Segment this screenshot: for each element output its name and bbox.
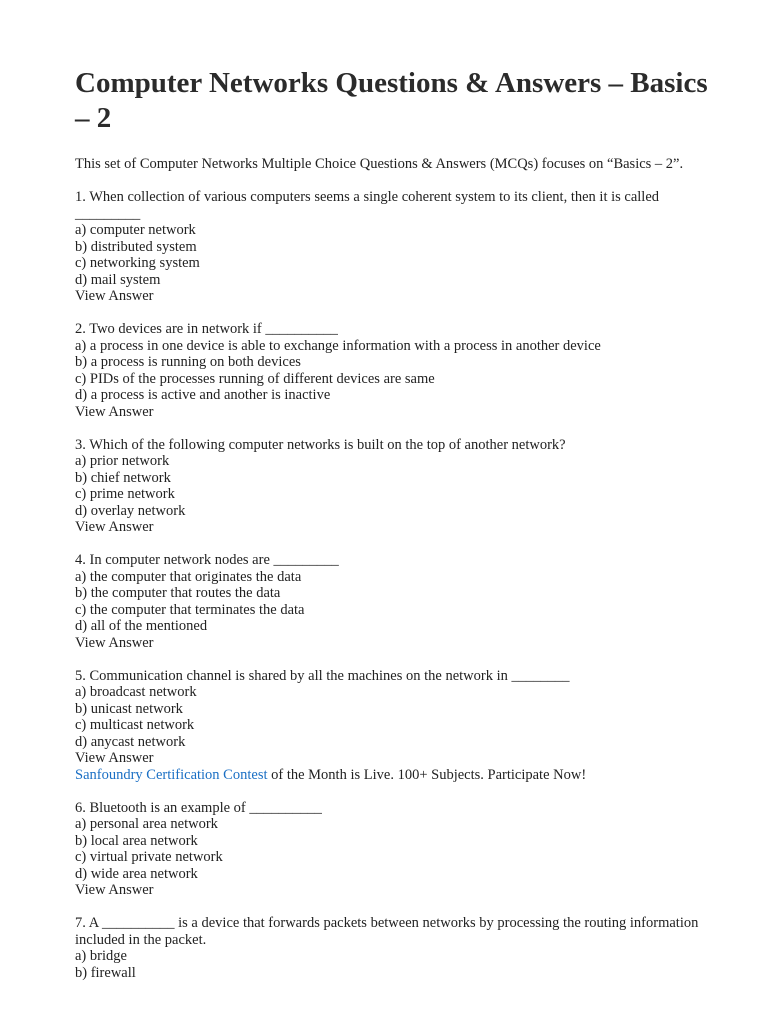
question-2 bbox=[75, 321, 708, 420]
question-5 bbox=[75, 668, 708, 784]
option-c: c) networking system bbox=[75, 255, 200, 271]
option-d: d) all of the mentioned bbox=[75, 618, 208, 634]
question-text: 1. When collection of various computers seems a single coherent system to its client, then it is called _________ bbox=[75, 189, 660, 222]
question-text: 2. Two devices are in network if __________ bbox=[75, 321, 338, 337]
option-d: d) anycast network bbox=[75, 733, 186, 750]
option-b: b) a process is running on both devices bbox=[75, 354, 301, 370]
view-answer-link[interactable]: View Answer bbox=[75, 634, 154, 651]
option-c: c) virtual private network bbox=[75, 849, 223, 865]
question-7 bbox=[75, 915, 708, 981]
option-a: a) a process in one device is able to exchange information with a process in another device bbox=[75, 337, 601, 354]
question-text: 6. Bluetooth is an example of __________ bbox=[75, 799, 322, 816]
option-c: c) prime network bbox=[75, 486, 175, 502]
question-text: 7. A __________ is a device that forwards packets between networks by processing the routing information included in the packet. bbox=[75, 915, 699, 948]
option-c: c) multicast network bbox=[75, 717, 195, 733]
promo-line bbox=[75, 767, 708, 784]
question-text: 4. In computer network nodes are _________ bbox=[75, 552, 339, 568]
option-c: c) PIDs of the processes running of different devices are same bbox=[75, 370, 435, 387]
view-answer-link[interactable]: View Answer bbox=[75, 750, 154, 766]
option-a: a) computer network bbox=[75, 222, 196, 238]
option-b: b) local area network bbox=[75, 832, 198, 849]
option-a: a) broadcast network bbox=[75, 684, 197, 700]
page-title: Computer Networks Questions & Answers – Basics – 2 bbox=[75, 67, 708, 134]
option-a: a) personal area network bbox=[75, 816, 218, 832]
option-d: d) wide area network bbox=[75, 865, 198, 882]
view-answer-link[interactable]: View Answer bbox=[75, 882, 154, 898]
view-answer-link[interactable]: View Answer bbox=[75, 288, 154, 304]
view-answer-link[interactable]: View Answer bbox=[75, 403, 154, 420]
option-d: d) overlay network bbox=[75, 502, 186, 519]
question-3 bbox=[75, 437, 708, 536]
certification-contest-link[interactable]: Sanfoundry Certification Contest bbox=[75, 766, 268, 783]
option-a: a) the computer that originates the data bbox=[75, 568, 302, 585]
option-a: a) prior network bbox=[75, 453, 170, 469]
option-d: d) mail system bbox=[75, 271, 161, 288]
promo-text: of the Month is Live. 100+ Subjects. Participate Now! bbox=[267, 766, 587, 783]
option-b: b) unicast network bbox=[75, 700, 183, 717]
question-text: 3. Which of the following computer networks is built on the top of another network? bbox=[75, 436, 566, 453]
option-b: b) the computer that routes the data bbox=[75, 585, 281, 601]
question-6 bbox=[75, 800, 708, 899]
question-1 bbox=[75, 189, 708, 305]
view-answer-link[interactable]: View Answer bbox=[75, 519, 154, 535]
option-a: a) bridge bbox=[75, 948, 127, 964]
option-c: c) the computer that terminates the data bbox=[75, 601, 305, 618]
intro-paragraph: This set of Computer Networks Multiple Choice Questions & Answers (MCQs) focuses on “Basics – 2”. bbox=[75, 156, 684, 172]
option-b: b) distributed system bbox=[75, 238, 197, 255]
option-b: b) firewall bbox=[75, 964, 136, 981]
question-4 bbox=[75, 552, 708, 651]
option-b: b) chief network bbox=[75, 469, 171, 486]
option-d: d) a process is active and another is inactive bbox=[75, 387, 331, 403]
question-text: 5. Communication channel is shared by all the machines on the network in ________ bbox=[75, 667, 570, 684]
